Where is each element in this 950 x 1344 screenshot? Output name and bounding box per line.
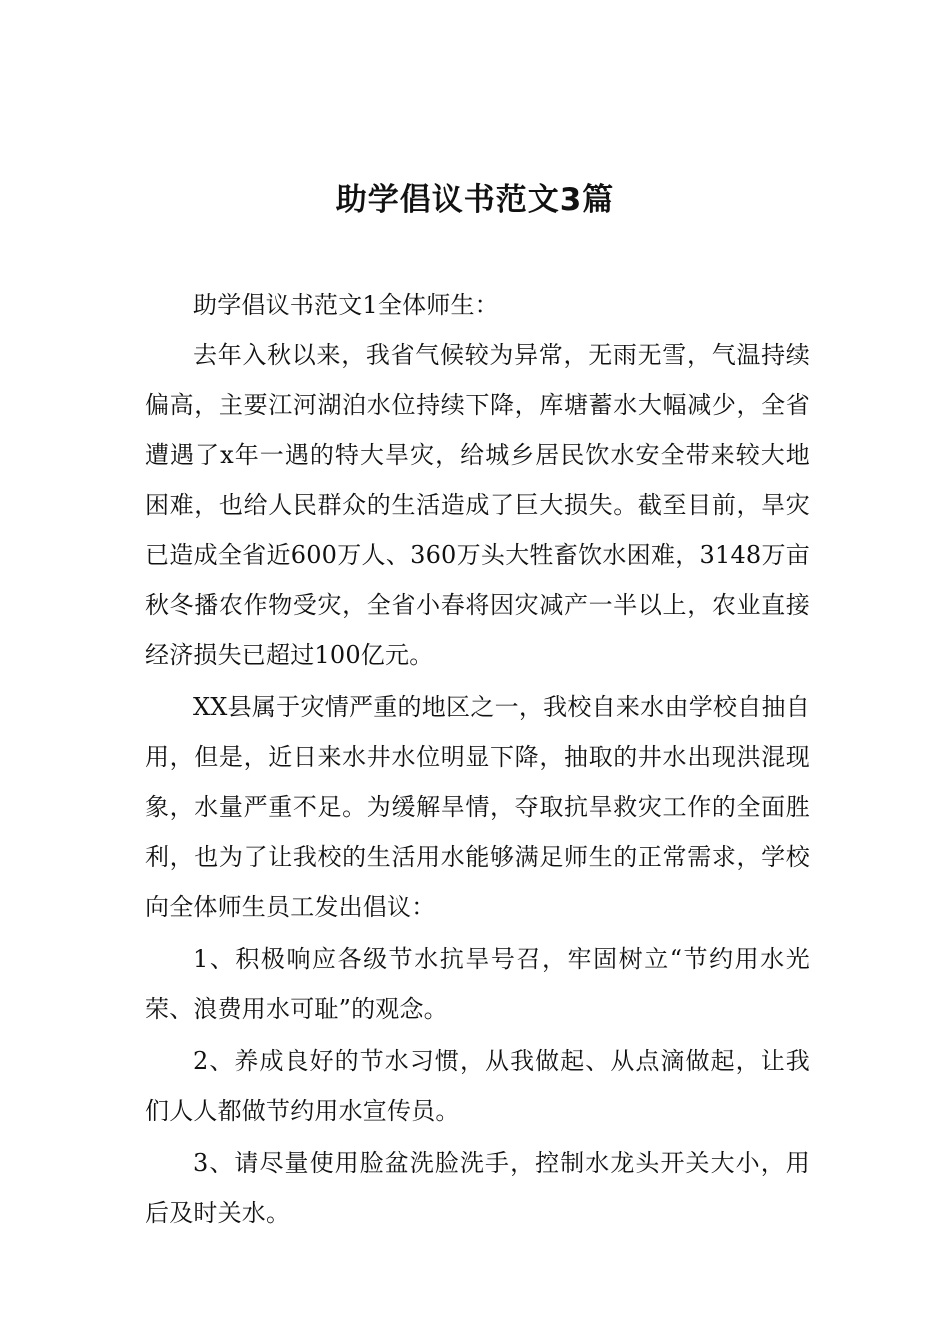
document-title: 助学倡议书范文3篇 — [335, 182, 615, 218]
paragraph-greeting: 助学倡议书范文1全体师生： — [193, 291, 499, 319]
paragraph-proposal-1: 1、积极响应各级节水抗旱号召，牢固树立“节约用水光荣、浪费用水可耻”的观念。 — [145, 945, 810, 1023]
document-body — [145, 280, 810, 1238]
paragraph-school-water: XX县属于灾情严重的地区之一，我校自来水由学校自抽自用，但是，近日来水井水位明显下降，抽取的井水出现洪混现象，水量严重不足。为缓解旱情，夺取抗旱救灾工作的全面胜利，也为了让我校的生活用水能够满足师生的正常需求，学校向全体师生员工发出倡议： — [145, 693, 810, 921]
paragraph-drought-situation: 去年入秋以来，我省气候较为异常，无雨无雪，气温持续偏高，主要江河湖泊水位持续下降，库塘蓄水大幅减少，全省遭遇了x年一遇的特大旱灾，给城乡居民饮水安全带来较大地困难，也给人民群众的生活造成了巨大损失。截至目前，旱灾已造成全省近600万人、360万头大牲畜饮水困难，3148万亩秋冬播农作物受灾，全省小春将因灾减产一半以上，农业直接经济损失已超过100亿元。 — [145, 341, 810, 669]
paragraph-proposal-3: 3、请尽量使用脸盆洗脸洗手，控制水龙头开关大小，用后及时关水。 — [145, 1149, 810, 1227]
paragraph-proposal-2: 2、养成良好的节水习惯，从我做起、从点滴做起，让我们人人都做节约用水宣传员。 — [145, 1047, 810, 1125]
